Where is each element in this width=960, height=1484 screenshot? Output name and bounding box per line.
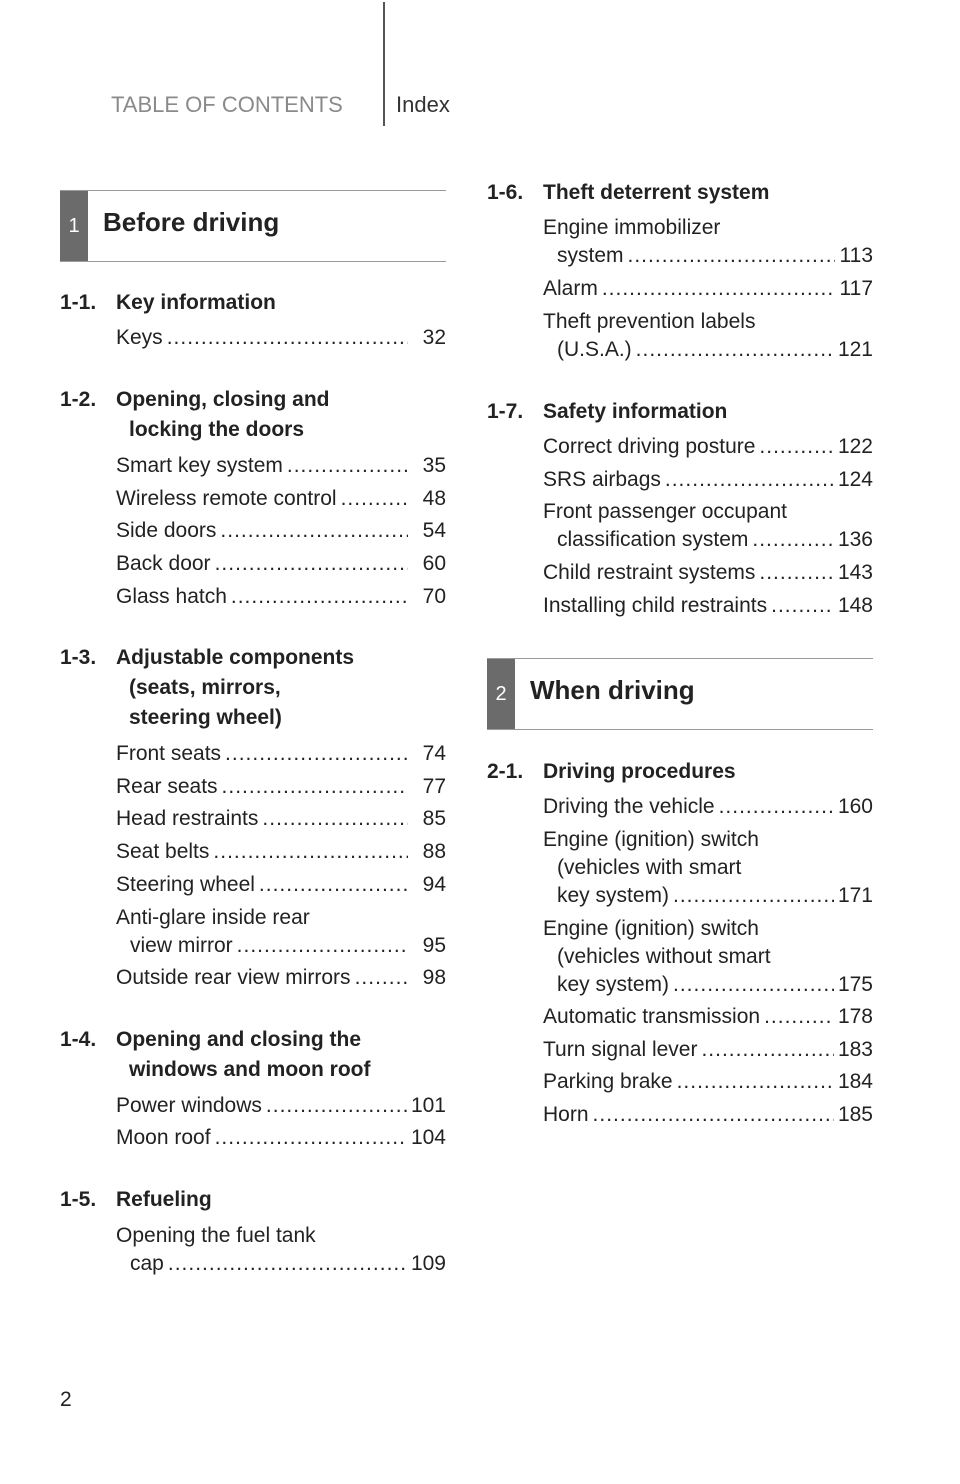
page-ref: 48 [422,487,446,510]
page-ref: 175 [837,973,873,996]
toc-entry[interactable]: Driving the vehicle ..... 160 [543,793,873,821]
page-ref: 101 [410,1094,446,1117]
page-ref: 54 [422,519,446,542]
index-link[interactable]: Index [396,92,450,117]
toc-entry[interactable]: Child restraint systems ..... 143 [543,559,873,587]
toc-entry[interactable]: Alarm ..... 117 [543,275,873,303]
toc-entry[interactable]: Seat belts ..... 88 [116,838,446,866]
toc-entry[interactable]: Moon roof ..... 104 [116,1124,446,1152]
toc-entry[interactable]: Wireless remote control ..... 48 [116,485,446,513]
toc-entry[interactable]: Front seats ..... 74 [116,740,446,768]
page-ref: 60 [422,552,446,575]
section-number: 1-3. [60,646,97,669]
toc-entry[interactable]: Opening the fuel tank cap ..... 109 [116,1222,446,1278]
toc-entry[interactable]: Engine (ignition) switch (vehicles with smart key system) ..... 171 [543,826,873,910]
toc-entry[interactable]: Glass hatch ..... 70 [116,583,446,611]
chapter-header [60,190,446,262]
chapter-title: Before driving [103,207,280,237]
toc-entry[interactable]: Anti-glare inside rear view mirror ..... 95 [116,904,446,960]
toc-entry[interactable]: Head restraints ..... 85 [116,805,446,833]
page-ref: 171 [837,884,873,907]
page-ref: 148 [837,594,873,617]
nav-divider [383,2,385,126]
toc-entry[interactable]: Front passenger occupant classification system ..... 136 [543,498,873,554]
page-ref: 122 [837,435,873,458]
section-title: Adjustable components (seats, mirrors, steering wheel) [116,646,355,729]
page-ref: 121 [837,338,873,361]
page-ref: 113 [839,244,873,267]
page-ref: 32 [422,326,446,349]
section-title: Driving procedures [543,760,736,783]
page-ref: 160 [837,795,873,818]
chapter-number: 2 [487,659,515,729]
section-title: Opening and closing the windows and moon roof [116,1028,371,1081]
page-ref: 143 [837,561,873,584]
page-ref: 117 [839,277,873,300]
toc-entry[interactable]: SRS airbags ..... 124 [543,466,873,494]
toc-entry[interactable]: Engine (ignition) switch (vehicles without smart key system) ..... 175 [543,915,873,999]
page-ref: 184 [837,1070,873,1093]
toc-entry[interactable]: Theft prevention labels (U.S.A.) ..... 121 [543,308,873,364]
page-ref: 136 [837,528,873,551]
page-ref: 109 [410,1252,446,1275]
page-ref: 124 [837,468,873,491]
page-ref: 178 [837,1005,873,1028]
page-ref: 185 [837,1103,873,1126]
toc-entry[interactable]: Smart key system ..... 35 [116,452,446,480]
top-navigation [0,0,960,130]
page-ref: 85 [422,807,446,830]
page-ref: 183 [837,1038,873,1061]
page-ref: 35 [422,454,446,477]
section-number: 2-1. [487,760,524,783]
page-ref: 95 [422,934,446,957]
toc-entry[interactable]: Rear seats ..... 77 [116,773,446,801]
toc-entry[interactable]: Parking brake ..... 184 [543,1068,873,1096]
toc-entry[interactable]: Engine immobilizer system ..... 113 [543,214,873,270]
section-number: 1-6. [487,181,524,204]
section-number: 1-5. [60,1188,97,1211]
page-ref: 98 [422,966,446,989]
toc-entry[interactable]: Back door ..... 60 [116,550,446,578]
toc-entry[interactable]: Automatic transmission ..... 178 [543,1003,873,1031]
section-number: 1-4. [60,1028,97,1051]
page-ref: 88 [422,840,446,863]
page-ref: 70 [422,585,446,608]
toc-entry[interactable]: Installing child restraints ..... 148 [543,592,873,620]
section-title: Theft deterrent system [543,181,770,204]
toc-entry[interactable]: Correct driving posture ..... 122 [543,433,873,461]
section-title: Opening, closing and locking the doors [116,388,330,441]
toc-entry[interactable]: Keys ..... 32 [116,324,446,352]
section-title: Refueling [116,1188,212,1211]
page-ref: 74 [422,742,446,765]
page-ref: 104 [410,1126,446,1149]
chapter-number: 1 [60,191,88,261]
toc-entry[interactable]: Outside rear view mirrors ..... 98 [116,964,446,992]
page-ref: 94 [422,873,446,896]
toc-entry[interactable]: Horn ..... 185 [543,1101,873,1129]
table-of-contents-link[interactable]: TABLE OF CONTENTS [111,92,343,117]
section-number: 1-2. [60,388,97,411]
toc-entry[interactable]: Turn signal lever ..... 183 [543,1036,873,1064]
toc-entry[interactable]: Side doors ..... 54 [116,517,446,545]
toc-entry[interactable]: Steering wheel ..... 94 [116,871,446,899]
chapter-title: When driving [530,675,695,705]
section-number: 1-1. [60,291,97,314]
page-ref: 77 [422,775,446,798]
section-title: Safety information [543,400,728,423]
toc-entry[interactable]: Power windows ..... 101 [116,1092,446,1120]
page-number: 2 [60,1388,72,1411]
chapter-header [487,658,873,730]
section-number: 1-7. [487,400,524,423]
section-title: Key information [116,291,276,314]
